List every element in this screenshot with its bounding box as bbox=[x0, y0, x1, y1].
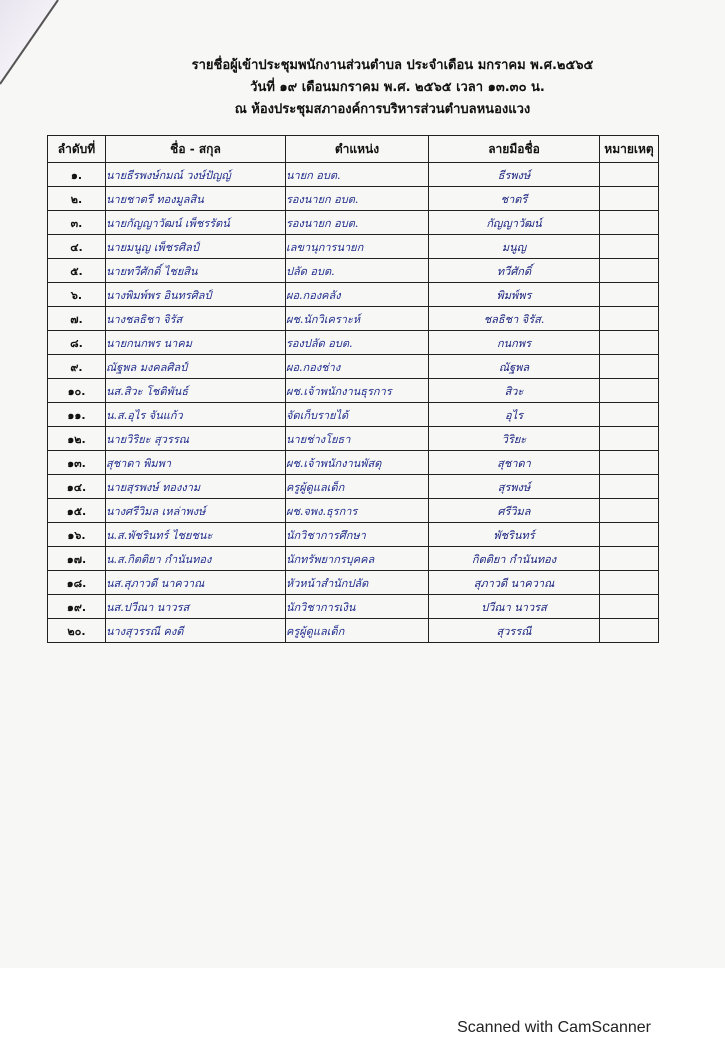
table-row bbox=[48, 571, 659, 595]
row-remarks bbox=[600, 427, 659, 451]
row-position: นักวิชาการเงิน bbox=[286, 595, 429, 619]
row-position: รองปลัด อบต. bbox=[286, 331, 429, 355]
row-remarks bbox=[600, 475, 659, 499]
row-number: ๑๒. bbox=[48, 427, 106, 451]
row-position: รองนายก อบต. bbox=[286, 187, 429, 211]
row-position: ครูผู้ดูแลเด็ก bbox=[286, 475, 429, 499]
row-number: ๔. bbox=[48, 235, 106, 259]
row-signature: สิวะ bbox=[429, 379, 600, 403]
row-position: นายก อบต. bbox=[286, 163, 429, 187]
header-no: ลำดับที่ bbox=[48, 136, 106, 163]
table-row bbox=[48, 475, 659, 499]
row-name: นายสุรพงษ์ ทองงาม bbox=[106, 475, 286, 499]
table-row bbox=[48, 523, 659, 547]
row-position: ผอ.กองช่าง bbox=[286, 355, 429, 379]
table-row bbox=[48, 211, 659, 235]
attendance-table bbox=[47, 135, 659, 643]
table-row bbox=[48, 451, 659, 475]
row-signature: กนกพร bbox=[429, 331, 600, 355]
header-name: ชื่อ - สกุล bbox=[106, 136, 286, 163]
row-name: น.ส.พัชรินทร์ ไชยชนะ bbox=[106, 523, 286, 547]
row-number: ๑๔. bbox=[48, 475, 106, 499]
row-signature: ชาตรี bbox=[429, 187, 600, 211]
row-signature: สุภาวดี นาควาณ bbox=[429, 571, 600, 595]
row-name: นายวิริยะ สุวรรณ bbox=[106, 427, 286, 451]
row-signature: พิมพ์พร bbox=[429, 283, 600, 307]
row-number: ๘. bbox=[48, 331, 106, 355]
row-signature: มนูญ bbox=[429, 235, 600, 259]
row-number: ๖. bbox=[48, 283, 106, 307]
row-name: นางศรีวิมล เหล่าพงษ์ bbox=[106, 499, 286, 523]
row-name: นายชาตรี ทองมูลสิน bbox=[106, 187, 286, 211]
row-name: นายกนกพร นาคม bbox=[106, 331, 286, 355]
row-position: ผอ.กองคลัง bbox=[286, 283, 429, 307]
row-remarks bbox=[600, 211, 659, 235]
row-signature: ปวีณา นาวรส bbox=[429, 595, 600, 619]
row-position: หัวหน้าสำนักปลัด bbox=[286, 571, 429, 595]
row-position: ผช.จพง.ธุรการ bbox=[286, 499, 429, 523]
row-number: ๓. bbox=[48, 211, 106, 235]
row-name: นางชลธิชา จิรัส bbox=[106, 307, 286, 331]
row-remarks bbox=[600, 499, 659, 523]
row-signature: ณัฐพล bbox=[429, 355, 600, 379]
row-remarks bbox=[600, 619, 659, 643]
row-remarks bbox=[600, 235, 659, 259]
row-remarks bbox=[600, 307, 659, 331]
row-name: นส.ปวีณา นาวรส bbox=[106, 595, 286, 619]
table-row bbox=[48, 235, 659, 259]
row-signature: ศรีวิมล bbox=[429, 499, 600, 523]
row-name: ณัฐพล มงคลศิลป์ bbox=[106, 355, 286, 379]
title-line-3: ณ ห้องประชุมสภาองค์การบริหารส่วนตำบลหนองแวง bbox=[234, 102, 531, 117]
table-row bbox=[48, 379, 659, 403]
row-number: ๒. bbox=[48, 187, 106, 211]
header-signature: ลายมือชื่อ bbox=[429, 136, 600, 163]
row-name: นางสุวรรณี คงดี bbox=[106, 619, 286, 643]
row-position: รองนายก อบต. bbox=[286, 211, 429, 235]
row-remarks bbox=[600, 523, 659, 547]
row-remarks bbox=[600, 547, 659, 571]
row-remarks bbox=[600, 595, 659, 619]
row-name: นส.สุภาวดี นาควาณ bbox=[106, 571, 286, 595]
row-signature: สุชาดา bbox=[429, 451, 600, 475]
title-line-2: วันที่ ๑๙ เดือนมกราคม พ.ศ. ๒๕๖๕ เวลา ๑๓.๓๐ น. bbox=[250, 80, 545, 95]
row-remarks bbox=[600, 403, 659, 427]
row-number: ๑. bbox=[48, 163, 106, 187]
row-position: เลขานุการนายก bbox=[286, 235, 429, 259]
table-row bbox=[48, 259, 659, 283]
row-name: นายธีรพงษ์กมณ์ วงษ์ปัญญ์ bbox=[106, 163, 286, 187]
table-row bbox=[48, 547, 659, 571]
table-row bbox=[48, 187, 659, 211]
row-name: น.ส.กิตติยา กำนันทอง bbox=[106, 547, 286, 571]
row-name: นายกัญญาวัฒน์ เพ็ชรรัตน์ bbox=[106, 211, 286, 235]
table-row bbox=[48, 499, 659, 523]
row-name: นายมนูญ เพ็ชรศิลป์ bbox=[106, 235, 286, 259]
document-header bbox=[0, 55, 725, 121]
row-number: ๕. bbox=[48, 259, 106, 283]
row-name: น.ส.อุไร จันแก้ว bbox=[106, 403, 286, 427]
row-position: ผช.เจ้าพนักงานพัสดุ bbox=[286, 451, 429, 475]
row-name: นส.สิวะ โชติพันธ์ bbox=[106, 379, 286, 403]
row-number: ๑๐. bbox=[48, 379, 106, 403]
table-row bbox=[48, 307, 659, 331]
table-body bbox=[48, 163, 659, 643]
row-number: ๑๘. bbox=[48, 571, 106, 595]
row-signature: กัญญาวัฒน์ bbox=[429, 211, 600, 235]
row-signature: สุวรรณี bbox=[429, 619, 600, 643]
row-signature: ทวีศักดิ์ bbox=[429, 259, 600, 283]
row-position: นายช่างโยธา bbox=[286, 427, 429, 451]
table-header-row bbox=[48, 136, 659, 163]
row-remarks bbox=[600, 379, 659, 403]
row-remarks bbox=[600, 283, 659, 307]
row-remarks bbox=[600, 187, 659, 211]
table-row bbox=[48, 163, 659, 187]
row-position: ครูผู้ดูแลเด็ก bbox=[286, 619, 429, 643]
row-number: ๑๙. bbox=[48, 595, 106, 619]
row-position: ผช.นักวิเคราะห์ bbox=[286, 307, 429, 331]
row-name: นางพิมพ์พร อินทรศิลป์ bbox=[106, 283, 286, 307]
table-row bbox=[48, 331, 659, 355]
row-number: ๑๑. bbox=[48, 403, 106, 427]
row-signature: สุรพงษ์ bbox=[429, 475, 600, 499]
table-row bbox=[48, 595, 659, 619]
row-name: สุชาดา พิมพา bbox=[106, 451, 286, 475]
row-signature: อุไร bbox=[429, 403, 600, 427]
row-position: นักทรัพยากรบุคคล bbox=[286, 547, 429, 571]
row-number: ๑๕. bbox=[48, 499, 106, 523]
row-position: ผช.เจ้าพนักงานธุรการ bbox=[286, 379, 429, 403]
table-row bbox=[48, 355, 659, 379]
table-row bbox=[48, 619, 659, 643]
row-remarks bbox=[600, 331, 659, 355]
table-row bbox=[48, 403, 659, 427]
row-signature: วิริยะ bbox=[429, 427, 600, 451]
scanner-watermark: Scanned with CamScanner bbox=[457, 1019, 651, 1036]
row-number: ๙. bbox=[48, 355, 106, 379]
title-line-1: รายชื่อผู้เข้าประชุมพนักงานส่วนตำบล ประจำเดือน มกราคม พ.ศ.๒๕๖๕ bbox=[191, 58, 594, 73]
row-number: ๑๖. bbox=[48, 523, 106, 547]
row-position: นักวิชาการศึกษา bbox=[286, 523, 429, 547]
row-name: นายทวีศักดิ์ ไชยสิน bbox=[106, 259, 286, 283]
table-row bbox=[48, 283, 659, 307]
table-row bbox=[48, 427, 659, 451]
row-remarks bbox=[600, 451, 659, 475]
row-number: ๑๓. bbox=[48, 451, 106, 475]
row-position: ปลัด อบต. bbox=[286, 259, 429, 283]
row-remarks bbox=[600, 355, 659, 379]
header-position: ตำแหน่ง bbox=[286, 136, 429, 163]
row-signature: กิตติยา กำนันทอง bbox=[429, 547, 600, 571]
row-signature: ธีรพงษ์ bbox=[429, 163, 600, 187]
row-remarks bbox=[600, 163, 659, 187]
row-position: จัดเก็บรายได้ bbox=[286, 403, 429, 427]
header-remarks: หมายเหตุ bbox=[600, 136, 659, 163]
row-remarks bbox=[600, 571, 659, 595]
row-number: ๗. bbox=[48, 307, 106, 331]
row-signature: ชลธิชา จิรัส. bbox=[429, 307, 600, 331]
row-remarks bbox=[600, 259, 659, 283]
row-signature: พัชรินทร์ bbox=[429, 523, 600, 547]
row-number: ๑๗. bbox=[48, 547, 106, 571]
row-number: ๒๐. bbox=[48, 619, 106, 643]
